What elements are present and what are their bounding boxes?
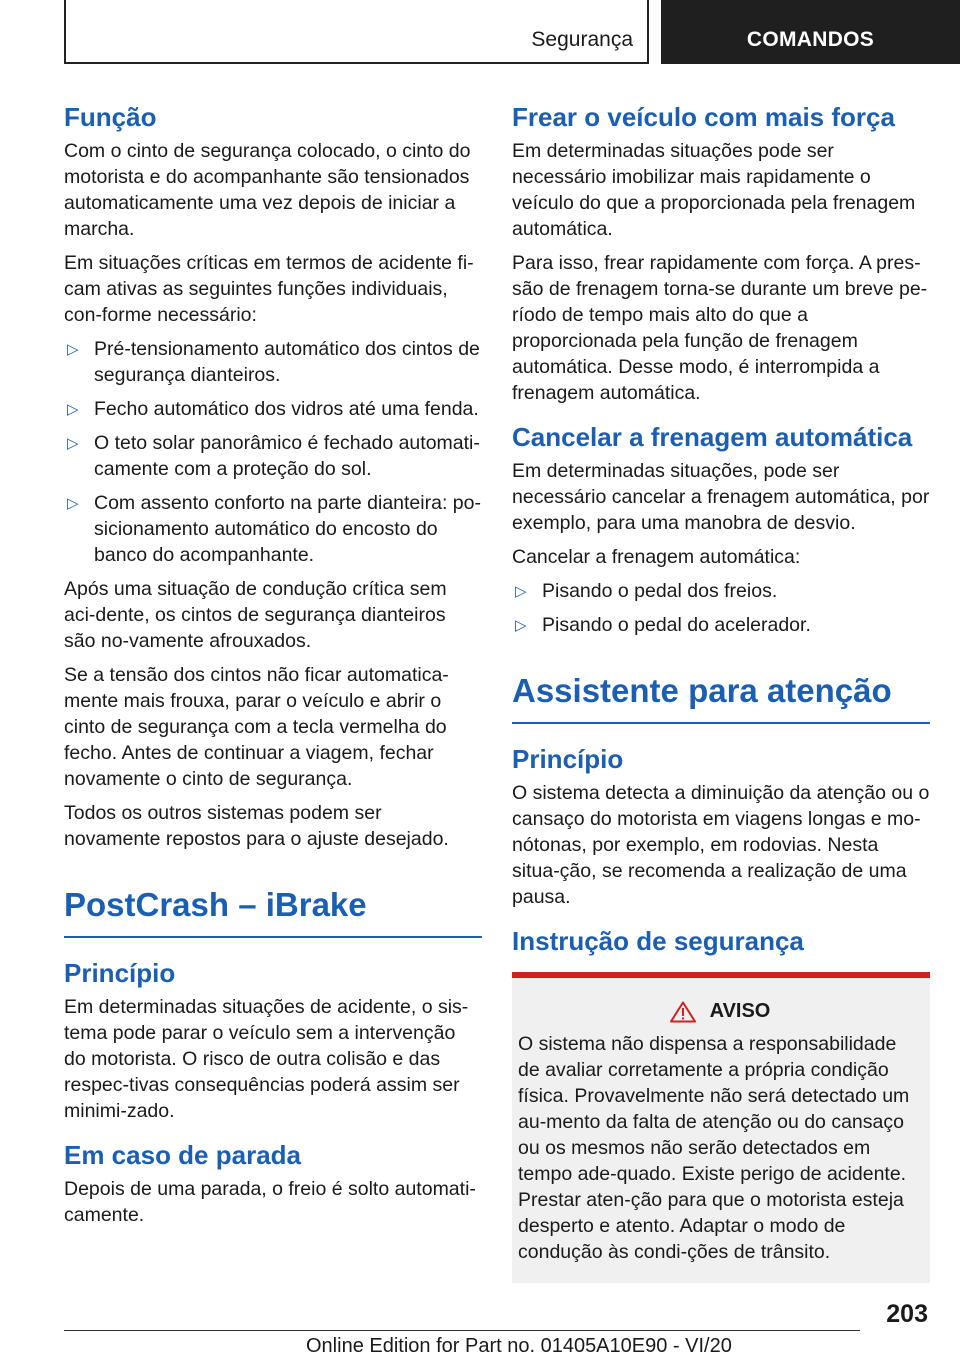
paragraph: Em determinadas situações de acidente, o sis-tema pode parar o veículo sem a intervenção do motorista. O risco de outra colisão e das respec-tivas consequências poderá assim ser minimi-zado.: [64, 996, 469, 1122]
paragraph: Todos os outros sistemas podem ser novamente repostos para o ajuste desejado.: [64, 802, 449, 850]
triangle-right-icon: ▷: [515, 617, 527, 634]
page-header: [0, 0, 960, 64]
parada-heading: Em caso de parada: [64, 1140, 301, 1170]
paragraph: Em situações críticas em termos de acidente fi-cam ativas as seguintes funções individuais, con-forme necessário:: [64, 252, 474, 326]
paragraph: Cancelar a frenagem automática:: [512, 546, 801, 568]
paragraph: Com o cinto de segurança colocado, o cinto do motorista e do acompanhante são tensionados automaticamente uma vez depois de iniciar a marcha.: [64, 140, 471, 240]
list-item: ▷ Pré-tensionamento automático dos cintos de segurança dianteiros.: [67, 338, 480, 386]
left-column: [64, 100, 482, 1236]
cancelar-list: [512, 578, 930, 638]
section-label: Segurança: [531, 28, 633, 51]
paragraph: Em determinadas situações pode ser necessário imobilizar mais rapidamente o veículo do que a proporcionada pela frenagem automática.: [512, 140, 916, 240]
funcao-heading: Função: [64, 102, 157, 132]
list-item: ▷ Com assento conforto na parte dianteira: po-sicionamento automático do encosto do banco do acompanhante.: [67, 492, 481, 566]
triangle-right-icon: ▷: [67, 401, 79, 418]
paragraph: Para isso, frear rapidamente com força. A pres-são de frenagem torna-se durante um breve pe-ríodo de tempo mais alto do que a proporcionada pela função de frenagem automática. Desse modo, é interrompida a frenagem automática.: [512, 252, 928, 404]
paragraph: O sistema detecta a diminuição da atenção ou o cansaço do motorista em viagens longas e mo-nótonas, por exemplo, em rodovias. Nesta situa-ção, se recomenda a realização de uma pausa.: [512, 782, 930, 908]
warning-label: AVISO: [709, 1000, 771, 1022]
list-item: ▷ O teto solar panorâmico é fechado automati-camente com a proteção do sol.: [67, 432, 480, 480]
cancelar-heading: Cancelar a frenagem automática: [512, 422, 913, 452]
paragraph: Após uma situação de condução crítica sem aci-dente, os cintos de segurança dianteiros são no-vamente afrouxados.: [64, 578, 447, 652]
postcrash-heading: PostCrash – iBrake: [64, 882, 482, 938]
warning-title: [518, 1000, 922, 1023]
triangle-right-icon: ▷: [67, 495, 79, 512]
warning-triangle-icon: [670, 1001, 696, 1023]
assistente-heading: Assistente para atenção: [512, 668, 930, 724]
triangle-right-icon: ▷: [515, 583, 527, 600]
chapter-tab: COMANDOS: [661, 0, 960, 64]
section-tab: [64, 0, 649, 64]
edition-text: Online Edition for Part no. 01405A10E90 - VI/20: [306, 1335, 732, 1357]
principio-heading: Princípio: [64, 958, 176, 988]
footer-rule: [64, 1330, 860, 1331]
paragraph: Se a tensão dos cintos não ficar automatica-mente mais frouxa, parar o veículo e abrir o cinto de segurança com a tecla vermelha do fecho. Antes de continuar a viagem, fechar novamente o cinto de segurança.: [64, 664, 449, 790]
page-number: 203: [886, 1300, 928, 1328]
instrucao-heading: Instrução de segurança: [512, 926, 804, 956]
frear-heading: Frear o veículo com mais força: [512, 102, 895, 132]
list-item: ▷ Pisando o pedal do acelerador.: [512, 612, 930, 638]
paragraph: Depois de uma parada, o freio é solto automati-camente.: [64, 1178, 476, 1226]
warning-text: O sistema não dispensa a responsabilidade de avaliar corretamente a própria condição física. Provavelmente não será detectado um au-mento da falta de atenção ou do cansaço ou os mesmos não serão detectados em tempo ade-quado. Existe perigo de acidente. Prestar aten-ção para que o motorista esteja desperto e atento. Adaptar o modo de condução às condi-ções de trânsito.: [518, 1033, 910, 1263]
paragraph: Em determinadas situações, pode ser necessário cancelar a frenagem automática, por exemplo, para uma manobra de desvio.: [512, 460, 930, 534]
warning-box: [512, 972, 930, 1283]
triangle-right-icon: ▷: [67, 341, 79, 358]
list-item: ▷ Fecho automático dos vidros até uma fenda.: [64, 396, 482, 422]
list-item: ▷ Pisando o pedal dos freios.: [512, 578, 930, 604]
funcao-list: [64, 336, 482, 568]
triangle-right-icon: ▷: [67, 435, 79, 452]
right-column: [512, 100, 930, 1283]
principio-heading: Princípio: [512, 744, 624, 774]
